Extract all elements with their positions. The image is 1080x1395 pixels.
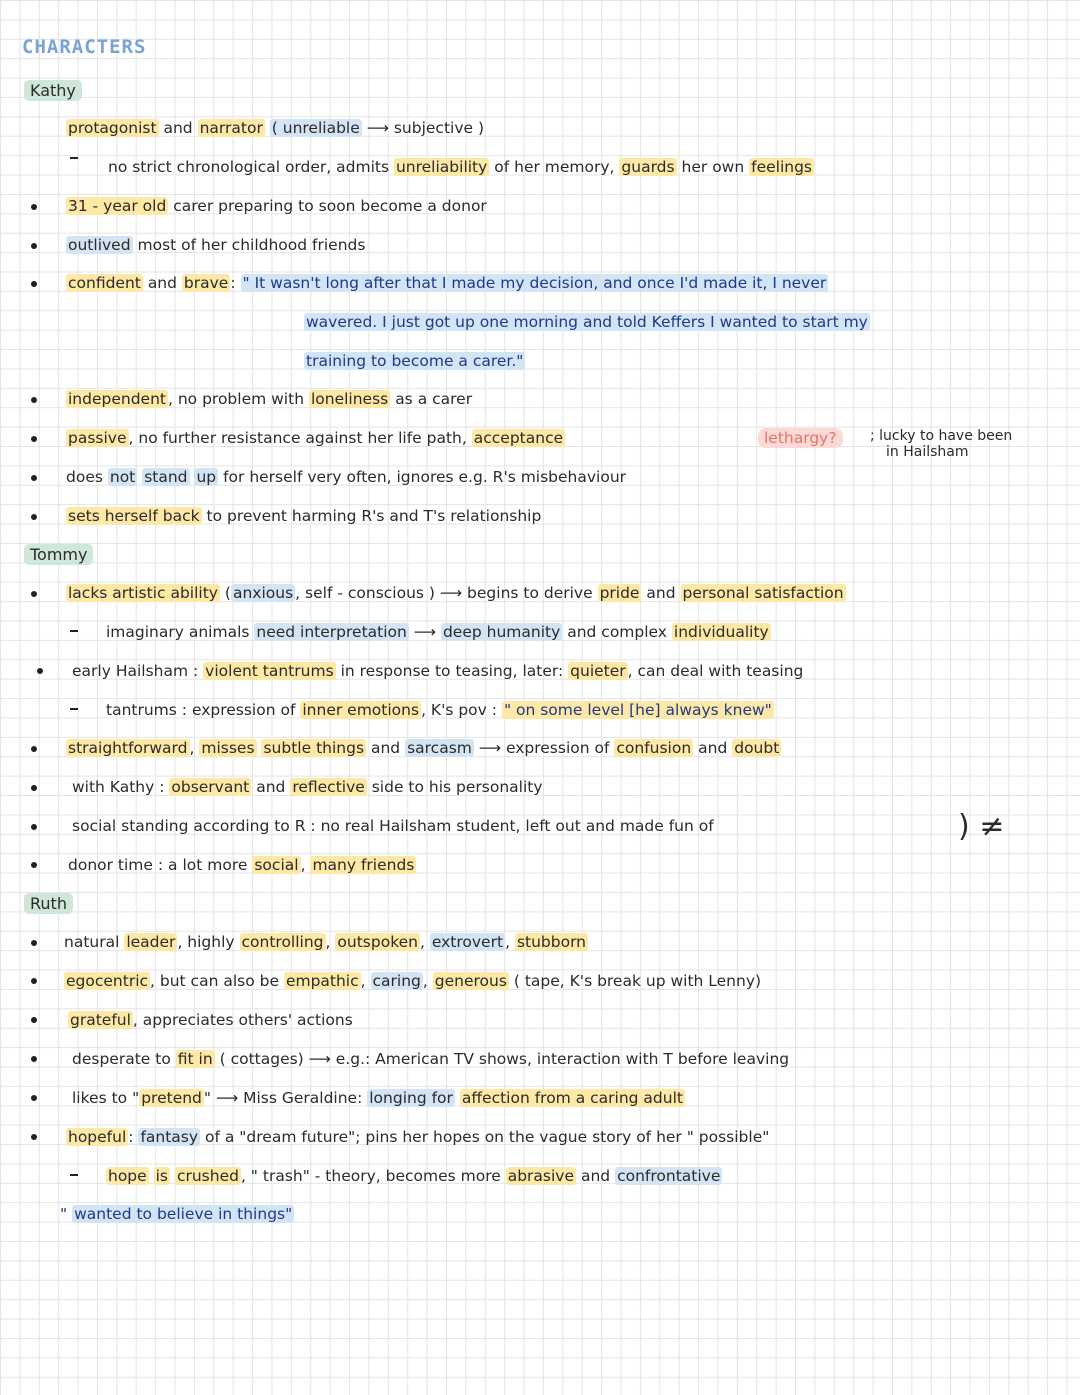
tommy-subtle: subtle things (263, 739, 365, 757)
section-label-kathy: Kathy (24, 80, 82, 101)
kathy-line-11 (66, 506, 541, 526)
tommy-line-7 (72, 816, 714, 836)
ruth-egocentric: egocentric (66, 972, 149, 990)
bullet (31, 281, 37, 287)
dash-marker (70, 630, 78, 632)
kathy-sets-back: sets herself back (68, 507, 200, 525)
bullet (31, 1134, 37, 1140)
ruth-quote-mark: " (60, 1205, 68, 1223)
ruth-colon: : (128, 1128, 134, 1146)
kathy-and: and (163, 119, 193, 137)
ruth-line-6 (66, 1127, 769, 1147)
tommy-social: social (72, 817, 117, 835)
bullet (31, 397, 37, 403)
ruth-but: , but can also be (150, 972, 279, 990)
tommy-expression: expression (191, 701, 276, 719)
tommy-lacks: lacks artistic ability (68, 584, 218, 602)
ruth-fantasy: fantasy (140, 1128, 199, 1146)
lethargy-label: lethargy? (758, 428, 843, 448)
bullet (31, 514, 37, 520)
kathy-lethargy-tag (758, 428, 843, 448)
kathy-l10-rest: for herself very often, ignores e.g. R's misbehaviour (223, 468, 627, 486)
bullet (31, 824, 37, 830)
tommy-early: early Hailsham : (72, 662, 199, 680)
tommy-l1-paren: ( (224, 584, 231, 602)
lucky-note-line-2: in Hailsham (886, 444, 969, 460)
kathy-loneliness: loneliness (310, 390, 389, 408)
kathy-acceptance: acceptance (473, 429, 564, 447)
ruth-natural: natural (64, 933, 120, 951)
ruth-pretend: pretend (141, 1089, 202, 1107)
tommy-individuality: individuality (673, 623, 769, 641)
kathy-l5-colon: : (230, 274, 236, 292)
ruth-generous: generous (434, 972, 507, 990)
kathy-unreliability: unreliability (395, 158, 488, 176)
tommy-line-4 (106, 700, 774, 720)
kathy-up: up (196, 468, 217, 486)
kathy-line-10 (66, 467, 626, 487)
ruth-line-2 (64, 971, 761, 991)
tommy-donor-time: donor time : (68, 856, 164, 874)
tommy-l6-rest: side to his personality (371, 778, 543, 796)
kathy-line-9 (66, 428, 565, 448)
tommy-line-3 (72, 661, 803, 681)
tommy-l7-rest: no real Hailsham student, left out and made fun of (320, 817, 714, 835)
bullet (31, 1056, 37, 1062)
kathy-not: not (109, 468, 136, 486)
kathy-l4-a: most of her childhood friends (137, 236, 366, 254)
kathy-l2-c: her own (681, 158, 745, 176)
ruth-fit-in: fit in (177, 1050, 213, 1068)
tommy-imaginary: imaginary animals (106, 623, 250, 641)
ruth-c5: , (422, 972, 428, 990)
ruth-grateful: grateful (70, 1011, 131, 1029)
kathy-l8-b: as a carer (395, 390, 473, 408)
kathy-narrator: narrator (199, 119, 263, 137)
ruth-quote (60, 1204, 294, 1224)
ruth-geraldine: " ⟶ Miss Geraldine: (203, 1089, 363, 1107)
tommy-of: of (280, 701, 296, 719)
tommy-line-1 (66, 583, 846, 603)
ruth-abrasive: abrasive (507, 1167, 575, 1185)
ruth-desperate: desperate to (72, 1050, 171, 1068)
ruth-crushed: crushed (176, 1167, 239, 1185)
tommy-anxious: anxious (232, 584, 294, 602)
section-label-ruth: Ruth (24, 893, 73, 914)
tommy-pov: , K's pov : (421, 701, 497, 719)
tommy-l8-comma: , (300, 856, 306, 874)
tommy-reflective: reflective (292, 778, 365, 796)
ruth-stubborn: stubborn (516, 933, 586, 951)
tommy-interpretation: need interpretation (256, 623, 407, 641)
tommy-l6-and: and (256, 778, 286, 796)
tommy-l1-and: and (646, 584, 676, 602)
kathy-line-2 (108, 157, 814, 177)
tommy-line-5 (66, 738, 781, 758)
kathy-quote-1: " It wasn't long after that I made my decision, and once I'd made it, I never (242, 274, 827, 292)
tommy-standing: standing according to R : (121, 817, 316, 835)
tommy-l2-arrow: ⟶ (413, 623, 437, 641)
kathy-line-3 (66, 196, 487, 216)
tommy-l3-mid: in response to teasing, later: (340, 662, 564, 680)
tommy-social-2: social (254, 856, 299, 874)
tommy-tantrums: violent tantrums (205, 662, 334, 680)
kathy-does: does (66, 468, 103, 486)
tommy-l1-derive: ) ⟶ begins to derive (428, 584, 593, 602)
ruth-highly: , highly (177, 933, 235, 951)
tommy-satisfaction: personal satisfaction (682, 584, 844, 602)
tommy-line-6 (72, 777, 543, 797)
ruth-leader: leader (126, 933, 176, 951)
tommy-l5-comma: , (189, 739, 195, 757)
kathy-line-4 (66, 235, 365, 255)
bullet (31, 475, 37, 481)
tommy-l5-expr: ⟶ expression of (478, 739, 610, 757)
ruth-l7-and: and (580, 1167, 611, 1185)
tommy-l3-end: , can deal with teasing (627, 662, 804, 680)
kathy-line-5 (66, 273, 828, 293)
ruth-c1: , (325, 933, 331, 951)
tommy-quieter: quieter (570, 662, 626, 680)
ruth-c3: , (505, 933, 510, 951)
kathy-protagonist: protagonist (68, 119, 157, 137)
tommy-misses: misses (201, 739, 255, 757)
ruth-cottages: ( cottages) ⟶ e.g.: American TV shows, interaction with T before leaving (219, 1050, 790, 1068)
tommy-with-kathy: with Kathy : (72, 778, 165, 796)
ruth-c4: , (360, 972, 366, 990)
kathy-l11-rest: to prevent harming R's and T's relationship (206, 507, 542, 525)
kathy-l9-a: , no further resistance against her life path, (128, 429, 467, 447)
dash-marker (70, 708, 78, 710)
tommy-self-conscious: self - conscious (305, 584, 424, 602)
bullet (31, 436, 37, 442)
bullet (31, 243, 37, 249)
kathy-l5-and: and (147, 274, 177, 292)
ruth-hope: hope (108, 1167, 147, 1185)
kathy-guards: guards (621, 158, 675, 176)
ruth-caring: caring (372, 972, 421, 990)
kathy-l2-b: of her memory, (494, 158, 615, 176)
tommy-line-2 (106, 622, 771, 642)
kathy-unreliable: ( unreliable (271, 119, 360, 137)
tommy-quote: " on some level [he] always knew" (503, 701, 772, 719)
tommy-l5-and2: and (698, 739, 728, 757)
ruth-line-1 (64, 932, 588, 952)
not-equal-sign: ) ≠ (958, 809, 1005, 844)
kathy-l3-a: carer preparing to soon become a donor (173, 197, 487, 215)
ruth-line-4 (72, 1049, 789, 1069)
ruth-extrovert: extrovert (431, 933, 504, 951)
kathy-line-1 (66, 118, 484, 138)
bullet (31, 746, 37, 752)
kathy-l8-a: , no problem with (167, 390, 305, 408)
ruth-is: is (155, 1167, 169, 1185)
kathy-confident: confident (68, 274, 141, 292)
tommy-sarcasm: sarcasm (407, 739, 472, 757)
kathy-feelings: feelings (751, 158, 813, 176)
bullet (31, 1095, 37, 1101)
ruth-line-3 (68, 1010, 353, 1030)
ruth-confrontative: confrontative (617, 1167, 721, 1185)
tommy-l5-and: and (370, 739, 401, 757)
kathy-age: 31 - year old (68, 197, 167, 215)
ruth-c2: , (419, 933, 425, 951)
bullet (31, 1017, 37, 1023)
tommy-doubt: doubt (734, 739, 780, 757)
tommy-pride: pride (599, 584, 640, 602)
ruth-empathic: empathic (285, 972, 359, 990)
tommy-observant: observant (171, 778, 250, 796)
ruth-affection: affection from a caring adult (461, 1089, 683, 1107)
kathy-quote-2 (304, 312, 870, 332)
kathy-passive: passive (68, 429, 127, 447)
bullet (31, 940, 37, 946)
ruth-controlling: controlling (241, 933, 324, 951)
kathy-outlived: outlived (68, 236, 131, 254)
dash-marker (70, 1174, 78, 1176)
ruth-hopeful: hopeful (68, 1128, 127, 1146)
lucky-note-line-1: ; lucky to have been (870, 428, 1013, 444)
kathy-l2-a: no strict chronological order, admits (108, 158, 390, 176)
bullet (31, 204, 37, 210)
ruth-outspoken: outspoken (337, 933, 418, 951)
bullet (31, 978, 37, 984)
ruth-appreciates: , appreciates others' actions (132, 1011, 353, 1029)
tommy-confusion: confusion (616, 739, 692, 757)
kathy-quote-3-text: training to become a carer." (306, 352, 524, 370)
kathy-quote-3 (304, 351, 525, 371)
dash-marker (70, 157, 78, 159)
ruth-likes: likes to " (72, 1089, 140, 1107)
bullet (31, 591, 37, 597)
kathy-line-8 (66, 389, 472, 409)
ruth-tape: ( tape, K's break up with Lenny) (513, 972, 762, 990)
bullet (31, 862, 37, 868)
tommy-inner-emotions: inner emotions (302, 701, 420, 719)
ruth-line-5 (72, 1088, 685, 1108)
ruth-dream: of a "dream future"; pins her hopes on the vague story of her " possible" (205, 1128, 770, 1146)
tommy-tantrums-label: tantrums : (106, 701, 187, 719)
ruth-trash: , " trash" - theory, becomes more (240, 1167, 501, 1185)
tommy-many-friends: many friends (312, 856, 415, 874)
bullet (31, 785, 37, 791)
section-label-tommy: Tommy (24, 544, 93, 565)
ruth-line-7 (106, 1166, 722, 1186)
ruth-quote-text: wanted to believe in things" (74, 1205, 293, 1223)
tommy-line-8 (68, 855, 416, 875)
kathy-subjective: ⟶ subjective ) (366, 119, 485, 137)
kathy-brave: brave (183, 274, 229, 292)
kathy-lucky-note (870, 428, 1012, 460)
tommy-humanity: deep humanity (442, 623, 561, 641)
tommy-lot-more: a lot more (168, 856, 248, 874)
bullet (37, 668, 43, 674)
kathy-quote-2-text: wavered. I just got up one morning and told Keffers I wanted to start my (306, 313, 868, 331)
tommy-l1-comma: , (295, 584, 301, 602)
kathy-stand: stand (144, 468, 188, 486)
tommy-l2-complex: and complex (567, 623, 667, 641)
tommy-straightforward: straightforward (68, 739, 188, 757)
kathy-independent: independent (68, 390, 166, 408)
page-heading: CHARACTERS (22, 36, 147, 58)
ruth-longing: longing for (369, 1089, 453, 1107)
